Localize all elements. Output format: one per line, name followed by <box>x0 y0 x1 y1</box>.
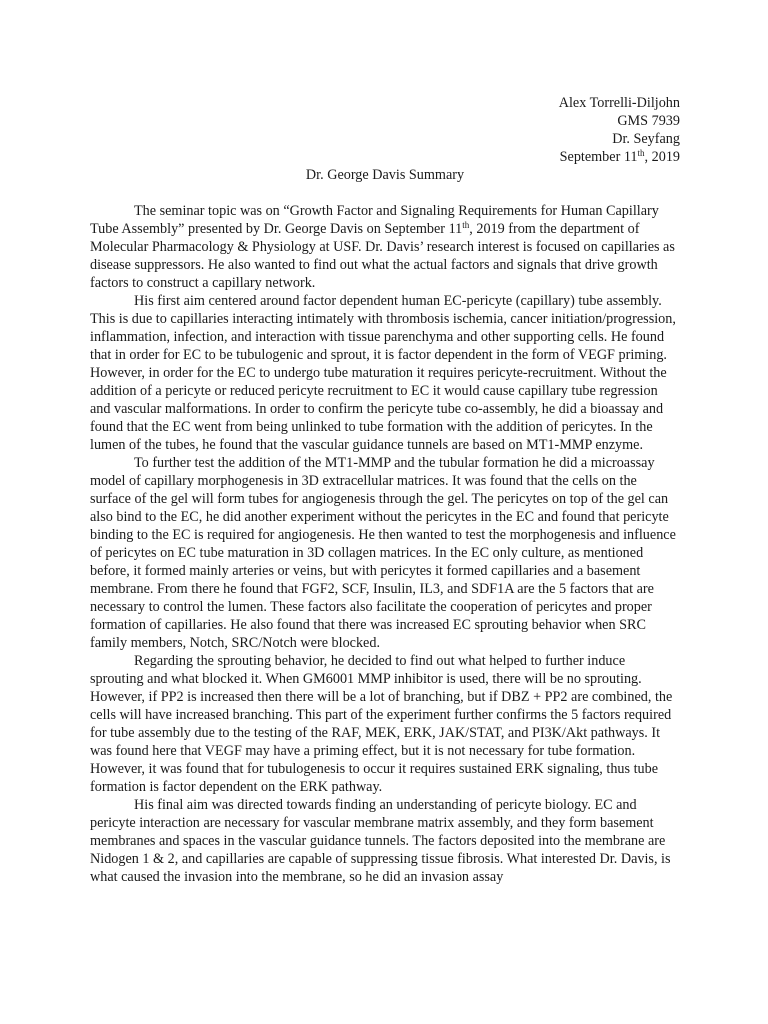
header-date <box>90 148 680 166</box>
paragraph-1-sup: th <box>462 220 470 230</box>
header-date-main: September 11 <box>559 149 638 165</box>
header-date-year: , 2019 <box>644 149 680 165</box>
paragraph-4: Regarding the sprouting behavior, he decided to find out what helped to further induce sprouting and what blocked it. When GM6001 MMP inhibitor is used, there will be no sprouting. However, if PP2 is increased then there will be a lot of branching, but if DBZ + PP2 are combined, the cells will have increased branching. This part of the experiment further confirms the 5 factors required for tube assembly due to the testing of the RAF, MEK, ERK, JAK/STAT, and PI3K/Akt pathways. It was found here that VEGF may have a priming effect, but it is not necessary for tube formation. However, it was found that for tubulogenesis to occur it requires sustained ERK signaling, thus tube formation is factor dependent on the ERK pathway. <box>90 653 673 795</box>
document-page <box>90 94 680 886</box>
paragraph-2: His first aim centered around factor dependent human EC-pericyte (capillary) tube assembly. This is due to capillaries interacting intimately with thrombosis ischemia, cancer initiation/progression, inflammation, infection, and interaction with tissue parenchyma and other supporting cells. He found that in order for EC to be tubulogenic and sprout, it is factor dependent in the form of VEGF priming. However, in order for the EC to undergo tube maturation it requires pericyte-recruitment. Without the addition of a pericyte or reduced pericyte recruitment to EC it would cause capillary tube regression and vascular malformations. In order to confirm the pericyte tube co-assembly, he did a bioassay and found that the EC went from being unlinked to tube formation with the addition of pericytes. In the lumen of the tubes, he found that the vascular guidance tunnels are based on MT1-MMP enzyme. <box>90 293 676 453</box>
course-code: GMS 7939 <box>617 113 680 129</box>
header-block <box>90 94 680 166</box>
paragraph-1 <box>90 202 680 292</box>
author-name: Alex Torrelli-Diljohn <box>558 95 680 111</box>
paragraph-1-part-a: The seminar topic was on “Growth Factor and Signaling Requirements for Human Capillary Tube Assembly” presented by Dr. George Davis on September 11 <box>90 203 659 237</box>
header-date-sup: th <box>637 148 645 158</box>
instructor-name: Dr. Seyfang <box>612 131 680 147</box>
paragraph-3: To further test the addition of the MT1-MMP and the tubular formation he did a microassay model of capillary morphogenesis in 3D extracellular matrices. It was found that the cells on the surface of the gel will form tubes for angiogenesis through the gel. The pericytes on top of the gel can also bind to the EC, he did another experiment without the pericytes in the EC and found that pericyte binding to the EC is required for angiogenesis. He then wanted to test the morphogenesis and influence of pericytes on EC tube maturation in 3D collagen matrices. In the EC only culture, as mentioned before, it formed mainly arteries or veins, but with pericytes it formed capillaries and a basement membrane. From there he found that FGF2, SCF, Insulin, IL3, and SDF1A are the 5 factors that are necessary to control the lumen. These factors also facilitate the cooperation of pericytes and proper formation of capillaries. He also found that there was increased EC sprouting behavior when SRC family members, Notch, SRC/Notch were blocked. <box>90 455 676 651</box>
document-title: Dr. George Davis Summary <box>305 167 465 183</box>
paragraph-5: His final aim was directed towards finding an understanding of pericyte biology. EC and pericyte interaction are necessary for vascular membrane matrix assembly, and they form basement membranes and spaces in the vascular guidance tunnels. The factors deposited into the membrane are Nidogen 1 & 2, and capillaries are capable of suppressing tissue fibrosis. What interested Dr. Davis, is what caused the invasion into the membrane, so he did an invasion assay <box>90 797 671 885</box>
paragraph-1-part-b: , 2019 from the department of Molecular Pharmacology & Physiology at USF. Dr. Davis’ research interest is focused on capillaries as disease suppressors. He also wanted to find out what the actual factors and signals that drive growth factors to construct a capillary network. <box>90 221 675 291</box>
